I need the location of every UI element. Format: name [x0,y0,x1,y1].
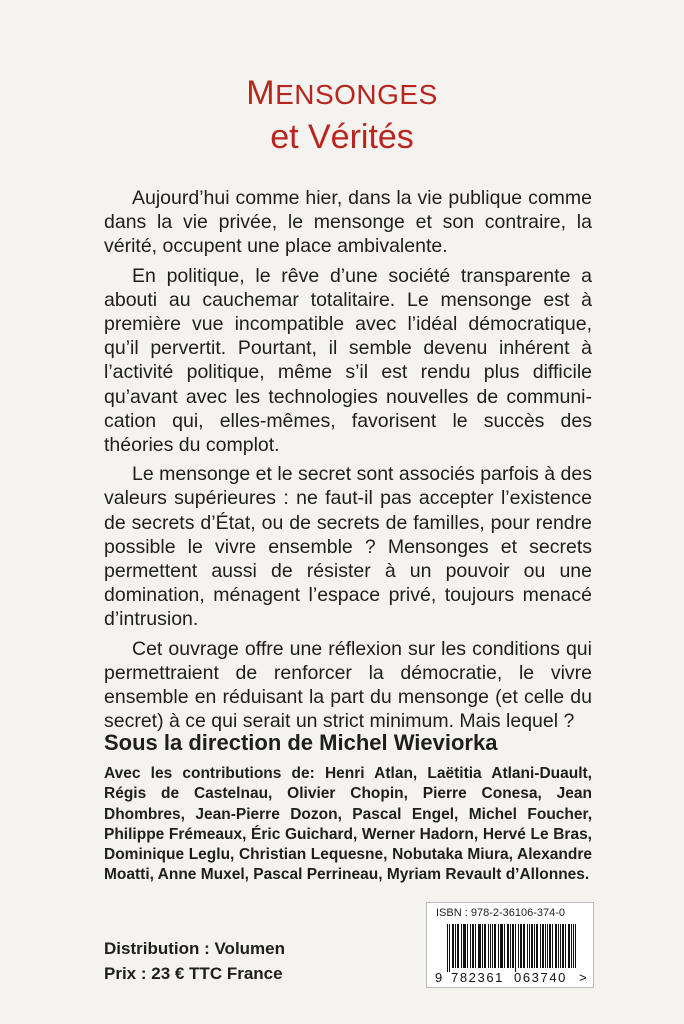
barcode-bar [458,924,459,968]
barcode-bar [470,924,471,968]
barcode-bar [537,924,538,968]
blurb-paragraph: En politique, le rêve d’une société transparente a abouti au cauchemar totalitaire. Le mensonge est à première vue incompatible avec l’idéal démocratique, qu’il pervertit. Pourtant, il semble devenu inhérent à l’activité politique, même s’il est rendu plus difficile qu’avant avec les technologies nouvelles de communication qui, elles-mêmes, favorisent le succès des théories du complot. [104,264,592,457]
barcode-bar [463,924,464,968]
price-line: Prix : 23 € TTC France [104,964,283,983]
barcode-bar [531,924,532,968]
barcode-bar [518,924,519,968]
distribution-info [104,936,285,986]
blurb-paragraph: Aujourd’hui comme hier, dans la vie publique comme dans la vie privée, le mensonge et son contraire, la vérité, occupent une place ambivalente. [104,187,592,258]
barcode-bar [453,924,454,968]
barcode-first-digit: 9 [435,970,443,985]
barcode-bar [515,924,516,972]
barcode-bar [498,924,499,968]
barcode-bar [571,924,572,968]
blurb [104,186,592,738]
barcode-bar [495,924,496,968]
barcode-bar [449,924,450,972]
barcode-bar [562,924,563,968]
title-initial: M [246,74,276,112]
barcode-bar [532,924,533,968]
barcode-bar [502,924,503,968]
barcode-bar [527,924,528,968]
barcode-bar [508,924,509,968]
barcode-bar [478,924,479,968]
barcode-bar [555,924,556,968]
barcode-bar [550,924,551,968]
barcode-bar [552,924,553,968]
barcode-left-digits: 782361 [451,970,504,985]
barcode-bar [501,924,502,968]
barcode-bar [523,924,524,968]
barcode-bar [472,924,473,968]
barcode-bar [455,924,456,968]
blurb-paragraph: Cet ouvrage offre une réflexion sur les conditions qui permettraient de renforcer la démocratie, le vivre ensemble en réduisant la part du mensonge (et celle du secret) à ce qui serait un strict minimum. Mais lequel ? [104,637,592,733]
barcode-bar [473,924,474,968]
barcode-bar [464,924,465,968]
title-rest: ENSONGES [275,79,438,110]
barcode-bar [556,924,557,968]
editor-credit: Sous la direction de Michel Wieviorka [104,730,498,755]
barcode-right-digits: 063740 [514,970,567,985]
barcode-bar [507,924,508,968]
barcode-graphic [427,903,593,987]
blurb-paragraph: Le mensonge et le secret sont associés parfois à des valeurs supérieures : ne faut-il pas accepter l’existence de secrets d’État, ou de secrets de familles, pour rendre possible le vivre ensemble ? Mensonges et secrets permettent aussi de résister à un pouvoir ou une domination, ménagent l’espace privé, toujours menacé d’intrusion. [104,463,592,631]
isbn-barcode-box [426,902,594,988]
barcode-bar [573,924,574,968]
barcode-bar [512,924,513,968]
barcode-bar [500,924,501,968]
barcode-bar [485,924,486,968]
barcode-bar [529,924,530,968]
barcode-bar [457,924,458,968]
barcode-bar [479,924,480,968]
barcode-bar [452,924,453,968]
barcode-bar [461,924,462,968]
barcode-bar [510,924,511,968]
barcode-bars [447,924,576,972]
barcode-bar [540,924,541,968]
distribution-line: Distribution : Volumen [104,939,286,958]
barcode-bar [545,924,546,968]
barcode-quiet-mark: > [579,970,587,985]
contributors-list: Avec les contributions de: Henri Atlan, Laëtitia Atlani-Duault, Régis de Castelnau, Olivier Chopin, Pierre Conesa, Jean Dhombres, Jean-Pierre Dozon, Pascal Engel, Michel Foucher, Philippe Frémeaux, Éric Guichard, Werner Hadorn, Hervé Le Bras, Dominique Leglu, Christian Lequesne, Nobutaka Miura, Alexandre Moatti, Anne Muxel, Pascal Perrineau, Myriam Revault d’Allonnes. [104,765,592,884]
barcode-bar [549,924,550,968]
barcode-bar [492,924,493,968]
barcode-bar [536,924,537,968]
barcode-bar [504,924,505,968]
barcode-bar [480,924,481,968]
barcode-bar [558,924,559,968]
barcode-bar [488,924,489,968]
barcode-bar [490,924,491,968]
barcode-bar [547,924,548,968]
barcode-bar [494,924,495,968]
barcode-bar [563,924,564,968]
barcode-bar [524,924,525,968]
barcode-bar [565,924,566,968]
barcode-bar [475,924,476,968]
book-title [0,74,684,113]
barcode-bar [534,924,535,968]
book-subtitle: et Vérités [270,118,414,156]
barcode-bar [542,924,543,968]
barcode-bar [465,924,466,968]
barcode-bar [484,924,485,968]
barcode-bar [447,924,448,972]
isbn-label: ISBN : 978-2-36106-374-0 [436,907,566,919]
barcode-bar [575,924,576,968]
barcode-bar [482,924,483,968]
barcode-bar [569,924,570,968]
barcode-bar [568,924,569,968]
barcode-bar [560,924,561,968]
barcode-bar [543,924,544,968]
barcode-bar [513,924,514,968]
barcode-bar [520,924,521,968]
barcode-bar [467,924,468,968]
barcode-bar [521,924,522,968]
